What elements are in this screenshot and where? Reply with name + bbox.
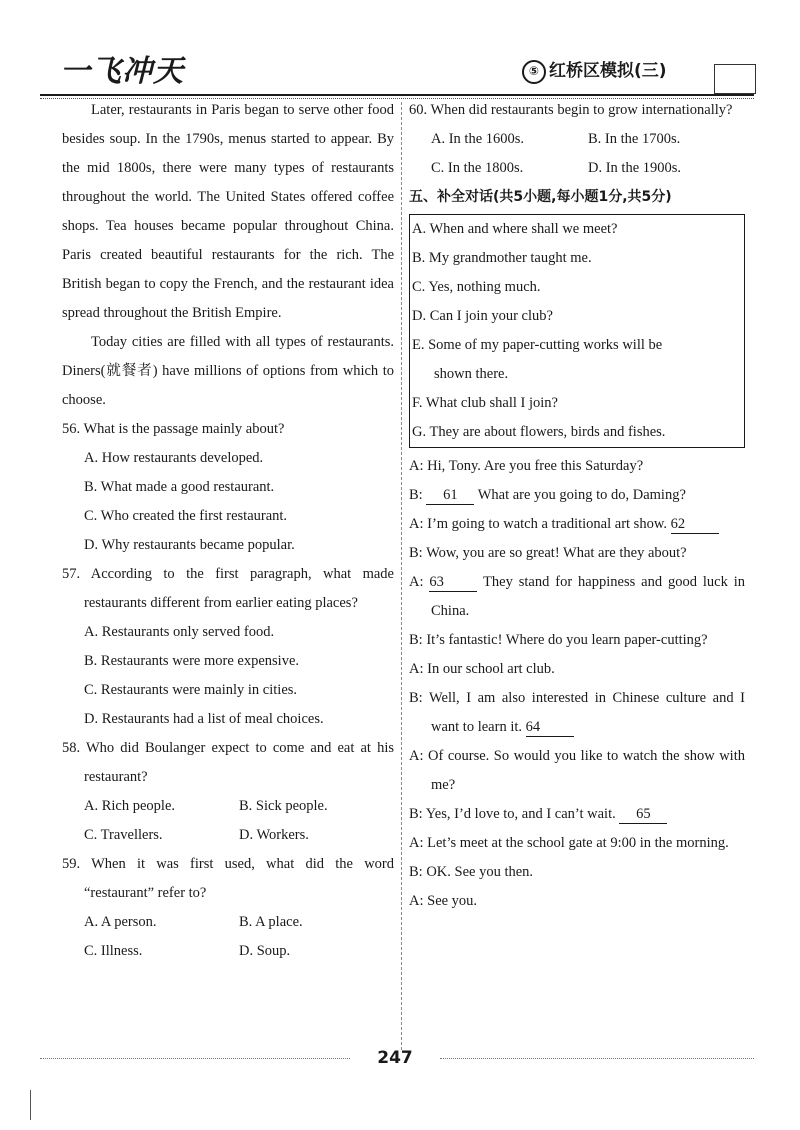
exam-title xyxy=(522,58,667,84)
options-row-1 xyxy=(62,908,394,937)
question-stem: 57. According to the first paragraph, what made restaurants different from earlier eating places? xyxy=(62,566,394,611)
option-c: C. In the 1800s. xyxy=(431,160,524,176)
speaker: B: xyxy=(409,487,423,503)
box-option-c: C. Yes, nothing much. xyxy=(412,279,541,295)
dialogue-line: B: Wow, you are so great! What are they about? xyxy=(409,545,687,561)
page-edge-mark xyxy=(30,1090,31,1120)
dialogue-text: B: Well, I am also interested in Chinese culture and I want to learn it. xyxy=(409,690,745,735)
corner-mark xyxy=(714,64,756,94)
box-option-e: E. Some of my paper-cutting works will be xyxy=(412,337,663,353)
option-c: C. Who created the first restaurant. xyxy=(84,508,288,524)
question-56 xyxy=(62,415,394,560)
options-row-2 xyxy=(62,937,394,966)
seal-badge: ⑤ xyxy=(522,60,546,84)
dialogue-text: What are you going to do, Daming? xyxy=(477,487,686,503)
exam-title-text: 红桥区模拟(三) xyxy=(549,61,667,81)
box-option-d: D. Can I join your club? xyxy=(412,308,553,324)
answer-blank-62[interactable]: 62 xyxy=(671,515,719,534)
question-58 xyxy=(62,734,394,850)
question-stem: 59. When it was first used, what did the word “restaurant” refer to? xyxy=(62,856,394,901)
answer-blank-64[interactable]: 64 xyxy=(526,718,574,737)
option-c: C. Restaurants were mainly in cities. xyxy=(84,682,298,698)
question-stem: 58. Who did Boulanger expect to come and eat at his restaurant? xyxy=(62,740,394,785)
option-b: B. Restaurants were more expensive. xyxy=(84,653,300,669)
box-option-a: A. When and where shall we meet? xyxy=(412,221,618,237)
dialogue-line xyxy=(409,684,745,742)
dialogue-line: B: It’s fantastic! Where do you learn paper-cutting? xyxy=(409,632,708,648)
option-d: D. Workers. xyxy=(239,827,309,843)
dialogue-line xyxy=(409,481,745,510)
option-a: A. How restaurants developed. xyxy=(84,450,264,466)
dialogue-line: A: Let’s meet at the school gate at 9:00 in the morning. xyxy=(409,835,729,851)
options-row-2 xyxy=(62,821,394,850)
answer-blank-65[interactable]: 65 xyxy=(619,805,667,824)
option-a: A. Rich people. xyxy=(84,798,176,814)
options-row-1 xyxy=(409,125,745,154)
page-number: 247 xyxy=(377,1048,413,1068)
options-row-2 xyxy=(409,154,745,183)
box-option-f: F. What club shall I join? xyxy=(412,395,558,411)
dialogue-line xyxy=(409,510,745,539)
option-d: D. Why restaurants became popular. xyxy=(84,537,295,553)
passage-paragraph-1: Later, restaurants in Paris began to serve other food besides soup. In the 1790s, menus started to appear. By the mid 1800s, there were many types of restaurants throughout the world. The United States offered coffee shops. Tea houses became popular throughout China. Paris created beautiful restaurants for the rich. The British began to copy the French, and the restaurant idea spread throughout the British Empire. xyxy=(62,102,394,321)
answer-blank-63[interactable]: 63 xyxy=(429,573,477,592)
question-stem: 60. When did restaurants begin to grow internationally? xyxy=(409,102,733,118)
right-column xyxy=(409,96,745,916)
answer-blank-61[interactable]: 61 xyxy=(426,486,474,505)
option-b: B. What made a good restaurant. xyxy=(84,479,275,495)
options-row-1 xyxy=(62,792,394,821)
dialogue-line: A: See you. xyxy=(409,893,478,909)
left-column xyxy=(62,96,394,966)
brand-logo: 一飞冲天 xyxy=(60,54,184,89)
dialogue-line xyxy=(409,568,745,626)
section-title: 五、补全对话(共5小题,每小题1分,共5分) xyxy=(409,189,672,205)
dialogue-line: A: Of course. So would you like to watch the show with me? xyxy=(409,748,745,793)
option-b: B. Sick people. xyxy=(239,798,328,814)
options-box xyxy=(409,214,745,448)
dialogue-text: They stand for happiness and good luck in China. xyxy=(431,574,746,619)
option-d: D. Soup. xyxy=(239,943,291,959)
option-c: C. Illness. xyxy=(84,943,143,959)
option-d: D. In the 1900s. xyxy=(588,160,682,176)
footer-rule-right xyxy=(440,1058,754,1059)
option-b: B. A place. xyxy=(239,914,303,930)
box-option-b: B. My grandmother taught me. xyxy=(412,250,592,266)
dialogue-line xyxy=(409,800,745,829)
option-d: D. Restaurants had a list of meal choices. xyxy=(84,711,324,727)
column-divider xyxy=(401,102,402,1050)
question-stem: 56. What is the passage mainly about? xyxy=(62,421,285,437)
question-60 xyxy=(409,96,745,183)
box-option-g: G. They are about flowers, birds and fishes. xyxy=(412,424,666,440)
passage-paragraph-2: Today cities are filled with all types of restaurants. Diners(就餐者) have millions of options from which to choose. xyxy=(62,334,394,408)
dialogue-line: A: Hi, Tony. Are you free this Saturday? xyxy=(409,458,644,474)
option-a: A. A person. xyxy=(84,914,157,930)
dialogue-line: A: In our school art club. xyxy=(409,661,555,677)
dialogue-text: B: Yes, I’d love to, and I can’t wait. xyxy=(409,806,616,822)
question-59 xyxy=(62,850,394,966)
footer-rule-left xyxy=(40,1058,350,1059)
dialogue-line: B: OK. See you then. xyxy=(409,864,534,880)
option-a: A. In the 1600s. xyxy=(431,131,525,147)
option-a: A. Restaurants only served food. xyxy=(84,624,275,640)
question-57 xyxy=(62,560,394,734)
speaker: A: xyxy=(409,574,424,590)
option-b: B. In the 1700s. xyxy=(588,131,681,147)
dialogue xyxy=(409,452,745,916)
dialogue-text: A: I’m going to watch a traditional art show. xyxy=(409,516,667,532)
option-c: C. Travellers. xyxy=(84,827,163,843)
box-option-e-cont: shown there. xyxy=(434,366,509,382)
